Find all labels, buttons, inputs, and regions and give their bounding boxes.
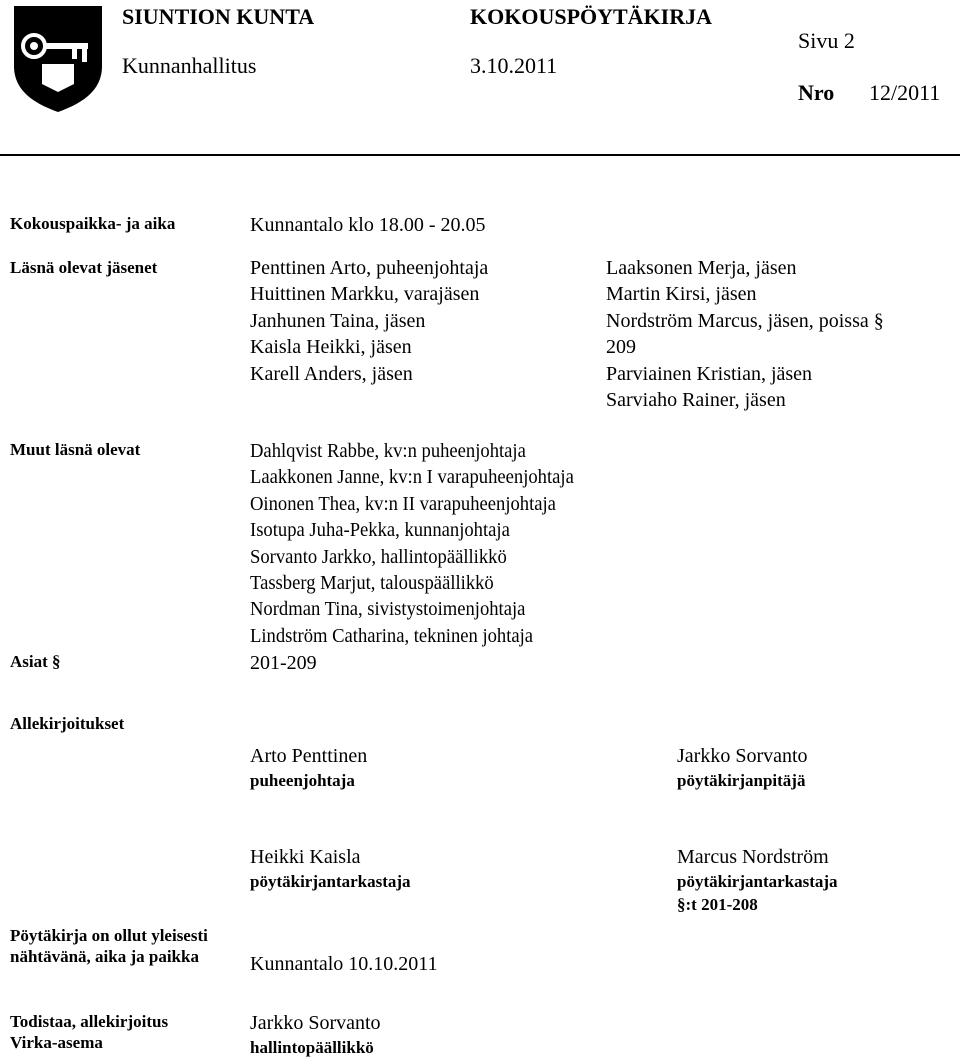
matters-value: 201-209 xyxy=(250,652,317,674)
attendee-entry: Sorvanto Jarkko, hallintopäällikkö xyxy=(250,545,507,568)
minutes-number-label: Nro xyxy=(798,80,835,105)
member-entry: Sarviaho Rainer, jäsen xyxy=(606,388,786,411)
meeting-place-label: Kokouspaikka- ja aika xyxy=(10,214,176,233)
checker2-note: §:t 201-208 xyxy=(677,895,758,914)
secretary-name: Jarkko Sorvanto xyxy=(677,745,808,767)
member-entry: 209 xyxy=(606,336,636,359)
certifier-role: hallintopäällikkö xyxy=(250,1038,374,1057)
member-entry: Janhunen Taina, jäsen xyxy=(250,309,426,332)
matters-label: Asiat § xyxy=(10,652,61,671)
certifier-name: Jarkko Sorvanto xyxy=(250,1012,381,1034)
certify-label-line1: Todistaa, allekirjoitus xyxy=(10,1012,169,1031)
secretary-role: pöytäkirjanpitäjä xyxy=(677,771,806,790)
municipality-name: SIUNTION KUNTA xyxy=(122,4,315,29)
member-entry: Laaksonen Merja, jäsen xyxy=(606,257,797,279)
public-display-label-line1: Pöytäkirja on ollut yleisesti xyxy=(10,926,208,945)
member-entry: Nordström Marcus, jäsen, poissa § xyxy=(606,309,884,332)
others-label: Muut läsnä olevat xyxy=(10,440,141,459)
minutes-number-value: 12/2011 xyxy=(869,80,941,105)
body-name: Kunnanhallitus xyxy=(122,53,257,78)
members-right-list xyxy=(606,255,884,413)
chair-role: puheenjohtaja xyxy=(250,771,355,790)
signatures-label: Allekirjoitukset xyxy=(10,714,125,733)
attendee-entry: Lindström Catharina, tekninen johtaja xyxy=(250,624,534,647)
public-display-value: Kunnantalo 10.10.2011 xyxy=(250,953,438,975)
checker1-name: Heikki Kaisla xyxy=(250,846,361,868)
page-number: Sivu 2 xyxy=(798,28,855,53)
certify-label-line2: Virka-asema xyxy=(10,1033,103,1052)
attendee-entry: Laakkonen Janne, kv:n I varapuheenjohtaja xyxy=(250,466,574,489)
member-entry: Martin Kirsi, jäsen xyxy=(606,283,757,306)
attendee-entry: Nordman Tina, sivistystoimenjohtaja xyxy=(250,598,526,621)
member-entry: Penttinen Arto, puheenjohtaja xyxy=(250,257,489,279)
chair-name: Arto Penttinen xyxy=(250,745,368,767)
header-divider xyxy=(0,154,960,156)
attendee-entry: Isotupa Juha-Pekka, kunnanjohtaja xyxy=(250,519,510,542)
municipality-crest-logo xyxy=(12,4,104,114)
attendee-entry: Tassberg Marjut, talouspäällikkö xyxy=(250,571,494,594)
members-label: Läsnä olevat jäsenet xyxy=(10,258,158,277)
attendee-entry: Dahlqvist Rabbe, kv:n puheenjohtaja xyxy=(250,440,526,462)
document-type: KOKOUSPÖYTÄKIRJA xyxy=(470,4,713,29)
others-list xyxy=(250,438,574,649)
member-entry: Parviainen Kristian, jäsen xyxy=(606,362,813,385)
checker2-role: pöytäkirjantarkastaja xyxy=(677,872,838,891)
checker1-role: pöytäkirjantarkastaja xyxy=(250,872,411,891)
attendee-entry: Oinonen Thea, kv:n II varapuheenjohtaja xyxy=(250,492,556,515)
checker2-name: Marcus Nordström xyxy=(677,846,829,868)
public-display-label-line2: nähtävänä, aika ja paikka xyxy=(10,947,199,966)
members-left-list xyxy=(250,255,488,387)
member-entry: Kaisla Heikki, jäsen xyxy=(250,336,412,359)
member-entry: Karell Anders, jäsen xyxy=(250,362,413,385)
meeting-date: 3.10.2011 xyxy=(470,53,558,78)
member-entry: Huittinen Markku, varajäsen xyxy=(250,283,480,306)
meeting-place-value: Kunnantalo klo 18.00 - 20.05 xyxy=(250,214,486,236)
